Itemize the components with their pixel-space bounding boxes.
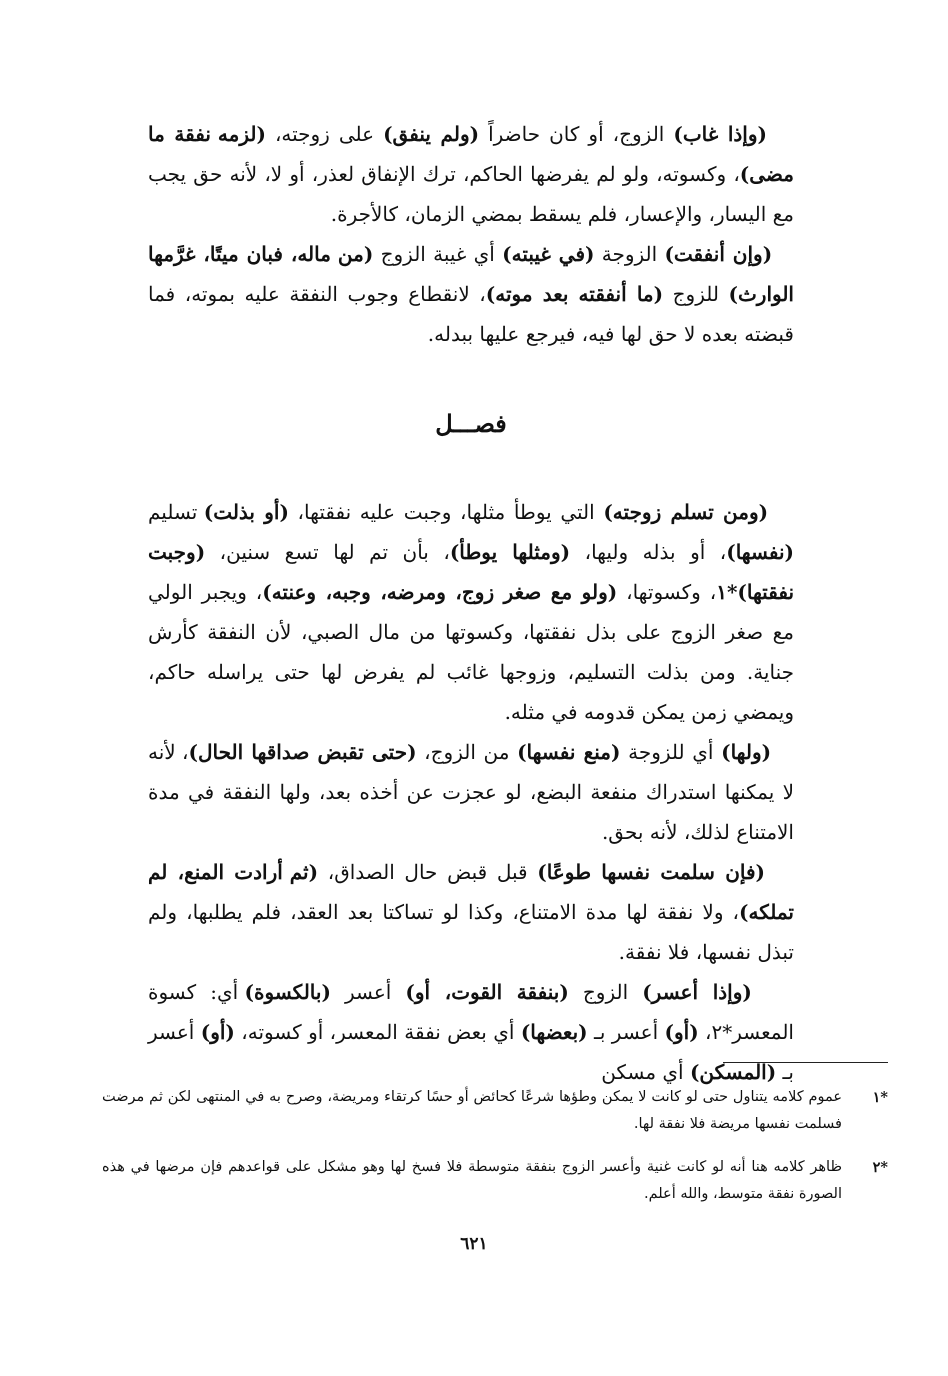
- matn-text: (ما أنفقته بعد موته): [485, 282, 664, 306]
- sharh-text: قبل قبض حال الصداق،: [318, 860, 538, 884]
- page-number: ٦٢١: [460, 1234, 488, 1254]
- matn-text: (بعضها): [520, 1020, 588, 1044]
- sharh-text: التي يوطأ مثلها، وجبت عليه نفقتها،: [288, 500, 604, 524]
- matn-text: (فإن سلمت نفسها طوعًا): [537, 860, 766, 884]
- matn-text: (أو بذلت): [203, 500, 289, 524]
- sharh-text: ، ولا نفقة لها مدة الامتناع، وكذا لو تساكتا بعد العقد، فلم يطلبها، ولم تبذل نفسها، فلا نفقة.: [148, 900, 794, 964]
- paragraph: [148, 114, 794, 234]
- sharh-text: أي: كسوة المعسر*٢،: [148, 980, 794, 1044]
- footnote-2: [102, 1154, 888, 1208]
- paragraph: [148, 852, 794, 972]
- sharh-text: ، بأن تم لها تسع سنين،: [205, 540, 450, 564]
- section-heading: فصـــل: [435, 409, 507, 438]
- matn-text: (المسكن): [689, 1060, 777, 1084]
- sharh-text: أي غيبة الزوج: [373, 242, 503, 266]
- paragraph: [148, 972, 794, 1092]
- matn-text: (منع نفسها): [517, 740, 621, 764]
- sharh-text: أي مسكن: [601, 1060, 690, 1084]
- matn-text: (ولم ينفق): [383, 122, 480, 146]
- sharh-text: تسليم: [148, 500, 204, 524]
- matn-text: (لزمه نفقة ما مضى): [148, 122, 794, 186]
- matn-text: (ثم أرادت المنع، لم تملكه): [148, 860, 794, 924]
- footnote-marker: *١: [872, 1089, 888, 1106]
- matn-text: (ولها): [721, 740, 772, 764]
- footnote-text: ظاهر كلامه هنا أنه لو كانت غنية وأعسر الزوج بنفقة متوسطة فلا فسخ لها وهو مشكل على قواعدهم فإن مرضها في هذه الصورة نفقة متوسط، والله أعلم.: [102, 1159, 842, 1202]
- sharh-text: أي بعض نفقة المعسر، أو كسوته،: [234, 1020, 521, 1044]
- sharh-text: ، لانقطاع وجوب النفقة عليه بموته، فما قبضته بعده لا حق لها فيه، فيرجع عليها ببدله.: [148, 282, 794, 346]
- matn-text: (حتى تقبض صداقها الحال): [188, 740, 417, 764]
- paragraph: [148, 492, 794, 732]
- sharh-text: الزوجة: [594, 242, 665, 266]
- footnote-separator: [723, 1062, 888, 1063]
- matn-text: (وإذا غاب): [673, 122, 767, 146]
- bottom-paragraphs: [148, 492, 794, 1092]
- matn-text: (وإن أنفقت): [664, 242, 773, 266]
- matn-text: (أو): [664, 1020, 699, 1044]
- matn-text: (ومثلها يوطأ): [449, 540, 571, 564]
- footnote-text: عموم كلامه يتناول حتى لو كانت لا يمكن وطؤها شرعًا كحائض أو حسًا كرتقاء ومريضة، وصرح به في المنتهى لكن ثم مرضت فسلمت نفسها مريضة فلا نفقة لها.: [102, 1089, 842, 1132]
- sharh-text: ، أو بذله وليها،: [570, 540, 727, 564]
- matn-text: (بالكسوة): [244, 980, 331, 1004]
- matn-text: (بنفقة القوت، أو): [405, 980, 569, 1004]
- matn-text: (نفسها): [726, 540, 794, 564]
- matn-text: (وإذا أعسر): [642, 980, 752, 1004]
- matn-text: (ولو مع صغر زوج، ومرضه، وجبه، وعنته): [262, 580, 618, 604]
- sharh-text: ، لأنه لا يمكنها استدراك منفعة البضع، لو عجزت عن أخذه بعد، ولها النفقة في مدة الامتناع لذلك، لأنه بحق.: [148, 740, 794, 844]
- sharh-text: الزوج: [568, 980, 643, 1004]
- top-paragraphs: [148, 114, 794, 354]
- sharh-text: ، وكسوته، ولو لم يفرضها الحاكم، ترك الإنفاق لعذر، أو لا، لأنه حق يجب مع اليسار، والإعسار، فلم يسقط بمضي الزمان، كالأجرة.: [148, 162, 794, 226]
- matn-text: (في غيبته): [502, 242, 595, 266]
- matn-text: (أو): [200, 1020, 235, 1044]
- sharh-text: ، ويجبر الولي مع صغر الزوج على بذل نفقتها، وكسوتها من مال الصبي، لأن النفقة كأرش جناية. ومن بذلت التسليم، وزوجها غائب لم يفرض لها حتى يراسله حاكم، ويمضي زمن يمكن قدومه في مثله.: [148, 580, 794, 724]
- sharh-text: للزوج: [663, 282, 729, 306]
- matn-text: (من ماله، فبان ميتًا، غرَّمها الوارث): [148, 242, 794, 306]
- sharh-text: أعسر بـ: [587, 1020, 665, 1044]
- matn-text: (وجبت نفقتها)*١: [148, 540, 795, 604]
- page-body: [148, 114, 794, 1092]
- sharh-text: أعسر: [330, 980, 406, 1004]
- matn-text: (ومن تسلم زوجته): [603, 500, 769, 524]
- sharh-text: على زوجته،: [265, 122, 384, 146]
- sharh-text: من الزوج،: [416, 740, 518, 764]
- sharh-text: الزوج، أو كان حاضراً: [479, 122, 674, 146]
- paragraph: [148, 732, 794, 852]
- footnote-1: [102, 1084, 888, 1138]
- paragraph: [148, 234, 794, 354]
- footnote-marker: *٢: [872, 1159, 888, 1176]
- sharh-text: ، وكسوتها،: [617, 580, 717, 604]
- sharh-text: أي للزوجة: [620, 740, 722, 764]
- sharh-text: أعسر بـ: [148, 1020, 794, 1084]
